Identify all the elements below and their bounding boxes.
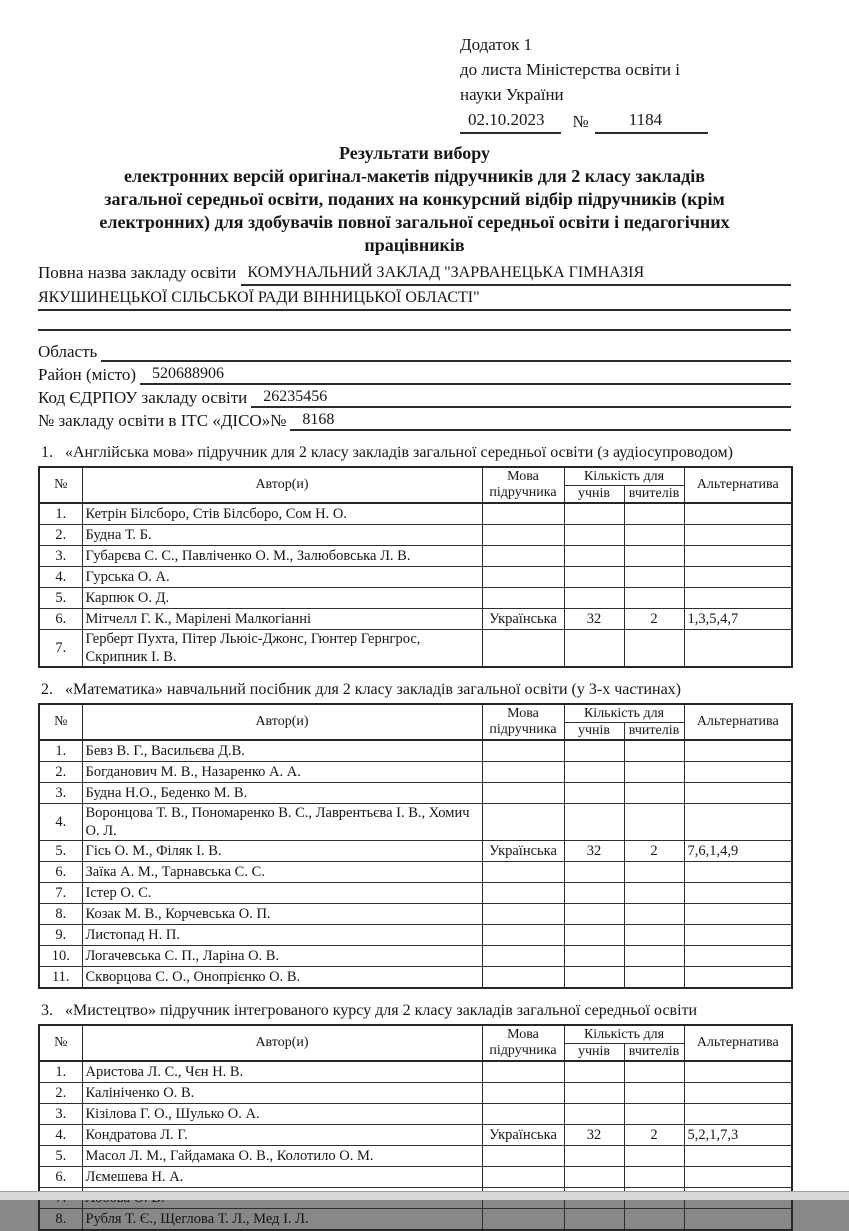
col-header-students: учнів xyxy=(564,1044,624,1062)
cell-language xyxy=(482,567,564,588)
cell-num: 1. xyxy=(39,1061,82,1083)
cell-language xyxy=(482,503,564,525)
cell-authors: Істер О. С. xyxy=(82,883,482,904)
cell-alternative xyxy=(684,588,792,609)
date-number-row xyxy=(460,107,791,134)
cell-num: 2. xyxy=(39,762,82,783)
cell-authors: Герберт Пухта, Пітер Льюіс-Джонс, Гюнтер Гернгрос, Скрипник І. В. xyxy=(82,630,482,668)
cell-alternative xyxy=(684,546,792,567)
table-row xyxy=(39,804,792,841)
appendix-header xyxy=(460,32,791,134)
cell-alternative xyxy=(684,946,792,967)
cell-teachers: 2 xyxy=(624,1125,684,1146)
field-label-edrpou: Код ЄДРПОУ закладу освіти xyxy=(38,388,248,407)
cell-authors: Мітчелл Г. К., Марілені Малкогіанні xyxy=(82,609,482,630)
cell-num: 6. xyxy=(39,862,82,883)
cell-teachers xyxy=(624,1167,684,1188)
field-value-district: 520688906 xyxy=(140,365,791,385)
cell-authors: Кондратова Л. Г. xyxy=(82,1125,482,1146)
cell-students xyxy=(564,904,624,925)
letter-date: 02.10.2023 xyxy=(460,107,561,134)
section-number: 3. xyxy=(41,1002,53,1019)
appendix-line-1: Додаток 1 xyxy=(460,35,533,54)
school-name-value-1: КОМУНАЛЬНИЙ ЗАКЛАД "ЗАРВАНЕЦЬКА ГІМНАЗІЯ xyxy=(241,261,791,286)
cell-authors: Гурська О. А. xyxy=(82,567,482,588)
cell-teachers xyxy=(624,925,684,946)
cell-language xyxy=(482,804,564,841)
page-title xyxy=(38,142,791,257)
cell-authors: Лємешева Н. А. xyxy=(82,1167,482,1188)
cell-authors: Листопад Н. П. xyxy=(82,925,482,946)
col-header-quantity: Кількість для xyxy=(564,1025,684,1044)
cell-students: 32 xyxy=(564,609,624,630)
cell-teachers xyxy=(624,1146,684,1167)
cell-language xyxy=(482,1061,564,1083)
title-line-4: електронних) для здобувачів повної загальної середньої освіти і педагогічних xyxy=(99,212,730,232)
col-header-authors: Автор(и) xyxy=(82,1025,482,1061)
cell-students xyxy=(564,946,624,967)
cell-teachers xyxy=(624,503,684,525)
cell-students xyxy=(564,862,624,883)
cell-authors: Воронцова Т. В., Пономаренко В. С., Лаврентьєва І. В., Хомич О. Л. xyxy=(82,804,482,841)
cell-students xyxy=(564,783,624,804)
table-row xyxy=(39,609,792,630)
col-header-teachers: вчителів xyxy=(624,486,684,504)
appendix-line-2: до листа Міністерства освіти і xyxy=(460,60,680,79)
col-header-num: № xyxy=(39,704,82,740)
table-row xyxy=(39,1104,792,1125)
cell-num: 8. xyxy=(39,1209,82,1231)
section-title: «Математика» навчальний посібник для 2 класу закладів загальної освіти (у 3-х частинах) xyxy=(65,681,681,698)
cell-num: 9. xyxy=(39,925,82,946)
cell-num: 3. xyxy=(39,546,82,567)
cell-teachers xyxy=(624,904,684,925)
cell-teachers: 2 xyxy=(624,841,684,862)
cell-language xyxy=(482,1104,564,1125)
field-value-edrpou: 26235456 xyxy=(251,388,791,408)
col-header-alternative: Альтернатива xyxy=(684,704,792,740)
cell-language xyxy=(482,1167,564,1188)
cell-students xyxy=(564,925,624,946)
cell-language xyxy=(482,740,564,762)
table-row xyxy=(39,841,792,862)
cell-language xyxy=(482,546,564,567)
cell-students xyxy=(564,1209,624,1231)
cell-num: 2. xyxy=(39,525,82,546)
cell-authors: Логачевська С. П., Ларіна О. В. xyxy=(82,946,482,967)
field-value-oblast xyxy=(101,360,791,362)
cell-teachers xyxy=(624,762,684,783)
cell-teachers xyxy=(624,883,684,904)
col-header-language: Мова підручника xyxy=(482,467,564,503)
table-row xyxy=(39,1146,792,1167)
number-sign-label: № xyxy=(572,112,589,131)
school-name-value-2: ЯКУШИНЕЦЬКОЇ СІЛЬСЬКОЇ РАДИ ВІННИЦЬКОЇ ОБЛАСТІ" xyxy=(38,286,791,311)
section-math xyxy=(38,680,791,989)
cell-alternative: 7,6,1,4,9 xyxy=(684,841,792,862)
col-header-language: Мова підручника xyxy=(482,1025,564,1061)
cell-authors: Гісь О. М., Філяк І. В. xyxy=(82,841,482,862)
cell-language xyxy=(482,525,564,546)
cell-teachers xyxy=(624,804,684,841)
cell-num: 4. xyxy=(39,567,82,588)
authors-table-math xyxy=(38,703,793,989)
col-header-num: № xyxy=(39,467,82,503)
cell-authors: Богданович М. В., Назаренко А. А. xyxy=(82,762,482,783)
cell-language xyxy=(482,1209,564,1231)
cell-teachers xyxy=(624,967,684,989)
cell-teachers xyxy=(624,1061,684,1083)
cell-authors: Кізілова Г. О., Шулько О. А. xyxy=(82,1104,482,1125)
cell-language xyxy=(482,925,564,946)
cell-students: 32 xyxy=(564,841,624,862)
cell-alternative xyxy=(684,967,792,989)
cell-alternative xyxy=(684,1146,792,1167)
cell-language: Українська xyxy=(482,841,564,862)
cell-language xyxy=(482,904,564,925)
cell-teachers xyxy=(624,546,684,567)
cell-num: 5. xyxy=(39,588,82,609)
col-header-quantity: Кількість для xyxy=(564,704,684,723)
cell-authors: Калініченко О. В. xyxy=(82,1083,482,1104)
section-heading-math xyxy=(38,680,791,699)
cell-authors: Губарєва С. С., Павліченко О. М., Залюбовська Л. В. xyxy=(82,546,482,567)
cell-num: 11. xyxy=(39,967,82,989)
field-label-oblast: Область xyxy=(38,342,98,361)
table-row xyxy=(39,630,792,668)
cell-authors: Аристова Л. С., Чєн Н. В. xyxy=(82,1061,482,1083)
table-row xyxy=(39,1125,792,1146)
cell-num: 5. xyxy=(39,841,82,862)
cell-students xyxy=(564,1146,624,1167)
cell-language: Українська xyxy=(482,609,564,630)
scan-edge-bar xyxy=(0,1192,849,1200)
cell-students xyxy=(564,883,624,904)
cell-authors: Скворцова С. О., Онопрієнко О. В. xyxy=(82,967,482,989)
cell-alternative xyxy=(684,1167,792,1188)
cell-students xyxy=(564,740,624,762)
section-english xyxy=(38,443,791,668)
table-row xyxy=(39,925,792,946)
cell-teachers: 2 xyxy=(624,609,684,630)
cell-authors: Козак М. В., Корчевська О. П. xyxy=(82,904,482,925)
field-label-diso: № закладу освіти в ІТС «ДІСО»№ xyxy=(38,411,287,430)
title-line-5: працівників xyxy=(364,235,465,255)
cell-language xyxy=(482,883,564,904)
school-name-line-1 xyxy=(38,261,791,286)
cell-alternative xyxy=(684,525,792,546)
cell-authors: Карпюк О. Д. xyxy=(82,588,482,609)
cell-language xyxy=(482,1083,564,1104)
cell-authors: Будна Т. Б. xyxy=(82,525,482,546)
cell-language xyxy=(482,946,564,967)
school-name-label: Повна назва закладу освіти xyxy=(38,263,237,282)
cell-num: 4. xyxy=(39,804,82,841)
cell-students xyxy=(564,967,624,989)
cell-num: 3. xyxy=(39,783,82,804)
cell-students xyxy=(564,503,624,525)
cell-num: 8. xyxy=(39,904,82,925)
cell-language xyxy=(482,967,564,989)
table-row xyxy=(39,546,792,567)
table-row xyxy=(39,503,792,525)
cell-alternative xyxy=(684,804,792,841)
col-header-language: Мова підручника xyxy=(482,704,564,740)
cell-language xyxy=(482,588,564,609)
cell-authors: Рубля Т. Є., Щеглова Т. Л., Мед І. Л. xyxy=(82,1209,482,1231)
cell-num: 6. xyxy=(39,609,82,630)
cell-num: 1. xyxy=(39,740,82,762)
cell-students: 32 xyxy=(564,1125,624,1146)
table-row xyxy=(39,762,792,783)
cell-alternative xyxy=(684,925,792,946)
cell-teachers xyxy=(624,862,684,883)
cell-alternative: 1,3,5,4,7 xyxy=(684,609,792,630)
field-row-diso xyxy=(38,408,791,431)
cell-num: 6. xyxy=(39,1167,82,1188)
letter-number: 1184 xyxy=(595,107,708,134)
cell-alternative xyxy=(684,630,792,668)
title-line-1: Результати вибору xyxy=(338,143,491,163)
col-header-num: № xyxy=(39,1025,82,1061)
field-label-district: Район (місто) xyxy=(38,365,136,384)
field-value-diso: 8168 xyxy=(290,411,791,431)
cell-students xyxy=(564,546,624,567)
field-row-district xyxy=(38,362,791,385)
table-row xyxy=(39,588,792,609)
cell-teachers xyxy=(624,946,684,967)
cell-alternative xyxy=(684,904,792,925)
table-row xyxy=(39,783,792,804)
cell-teachers xyxy=(624,783,684,804)
cell-language: Українська xyxy=(482,1125,564,1146)
table-row xyxy=(39,1167,792,1188)
cell-alternative xyxy=(684,883,792,904)
field-row-oblast xyxy=(38,339,791,362)
cell-teachers xyxy=(624,1209,684,1231)
section-heading-english xyxy=(38,443,791,462)
table-row xyxy=(39,904,792,925)
col-header-teachers: вчителів xyxy=(624,1044,684,1062)
table-row xyxy=(39,967,792,989)
table-row xyxy=(39,883,792,904)
table-row xyxy=(39,525,792,546)
table-row xyxy=(39,862,792,883)
cell-authors: Бевз В. Г., Васильєва Д.В. xyxy=(82,740,482,762)
cell-students xyxy=(564,1083,624,1104)
cell-teachers xyxy=(624,588,684,609)
cell-num: 10. xyxy=(39,946,82,967)
cell-num: 1. xyxy=(39,503,82,525)
section-number: 2. xyxy=(41,681,53,698)
cell-teachers xyxy=(624,1083,684,1104)
cell-alternative xyxy=(684,862,792,883)
cell-num: 5. xyxy=(39,1146,82,1167)
registry-fields xyxy=(38,339,791,431)
cell-alternative xyxy=(684,1083,792,1104)
section-number: 1. xyxy=(41,444,53,461)
cell-alternative xyxy=(684,1209,792,1231)
cell-authors: Заїка А. М., Тарнавська С. С. xyxy=(82,862,482,883)
section-heading-art xyxy=(38,1001,791,1020)
cell-language xyxy=(482,783,564,804)
cell-students xyxy=(564,525,624,546)
col-header-students: учнів xyxy=(564,723,624,741)
section-title: «Англійська мова» підручник для 2 класу закладів загальної середньої освіти (з аудіосупроводом) xyxy=(65,444,733,461)
cell-students xyxy=(564,1061,624,1083)
cell-teachers xyxy=(624,630,684,668)
cell-alternative xyxy=(684,1061,792,1083)
table-row xyxy=(39,567,792,588)
col-header-alternative: Альтернатива xyxy=(684,467,792,503)
cell-alternative xyxy=(684,740,792,762)
table-row xyxy=(39,946,792,967)
title-line-2: електронних версій оригінал-макетів підручників для 2 класу закладів xyxy=(124,166,705,186)
appendix-line-3: науки України xyxy=(460,85,564,104)
cell-alternative xyxy=(684,783,792,804)
cell-language xyxy=(482,630,564,668)
cell-students xyxy=(564,1104,624,1125)
table-row xyxy=(39,740,792,762)
cell-language xyxy=(482,762,564,783)
cell-language xyxy=(482,1146,564,1167)
cell-students xyxy=(564,567,624,588)
field-row-edrpou xyxy=(38,385,791,408)
col-header-students: учнів xyxy=(564,486,624,504)
cell-students xyxy=(564,630,624,668)
col-header-authors: Автор(и) xyxy=(82,467,482,503)
table-row xyxy=(39,1083,792,1104)
cell-alternative xyxy=(684,1104,792,1125)
document-content xyxy=(38,0,791,1231)
cell-num: 3. xyxy=(39,1104,82,1125)
cell-teachers xyxy=(624,525,684,546)
col-header-quantity: Кількість для xyxy=(564,467,684,486)
cell-teachers xyxy=(624,1104,684,1125)
cell-students xyxy=(564,762,624,783)
authors-table-english xyxy=(38,466,793,668)
cell-teachers xyxy=(624,567,684,588)
cell-num: 4. xyxy=(39,1125,82,1146)
cell-teachers xyxy=(624,740,684,762)
cell-students xyxy=(564,1167,624,1188)
cell-authors: Будна Н.О., Беденко М. В. xyxy=(82,783,482,804)
cell-alternative xyxy=(684,567,792,588)
cell-authors: Масол Л. М., Гайдамака О. В., Колотило О. М. xyxy=(82,1146,482,1167)
table-row xyxy=(39,1061,792,1083)
col-header-authors: Автор(и) xyxy=(82,704,482,740)
table-row xyxy=(39,1209,792,1231)
cell-language xyxy=(482,862,564,883)
cell-num: 7. xyxy=(39,630,82,668)
cell-students xyxy=(564,804,624,841)
cell-alternative: 5,2,1,7,3 xyxy=(684,1125,792,1146)
cell-num: 2. xyxy=(39,1083,82,1104)
school-name-blank-line xyxy=(38,315,791,331)
title-line-3: загальної середньої освіти, поданих на конкурсний відбір підручників (крім xyxy=(104,189,725,209)
cell-students xyxy=(564,588,624,609)
cell-alternative xyxy=(684,503,792,525)
cell-alternative xyxy=(684,762,792,783)
cell-authors: Кетрін Білсборо, Стів Білсборо, Сом Н. О. xyxy=(82,503,482,525)
col-header-alternative: Альтернатива xyxy=(684,1025,792,1061)
cell-num: 7. xyxy=(39,883,82,904)
school-name-block xyxy=(38,261,791,331)
col-header-teachers: вчителів xyxy=(624,723,684,741)
section-title: «Мистецтво» підручник інтегрованого курсу для 2 класу закладів загальної середньої освіти xyxy=(65,1002,698,1019)
